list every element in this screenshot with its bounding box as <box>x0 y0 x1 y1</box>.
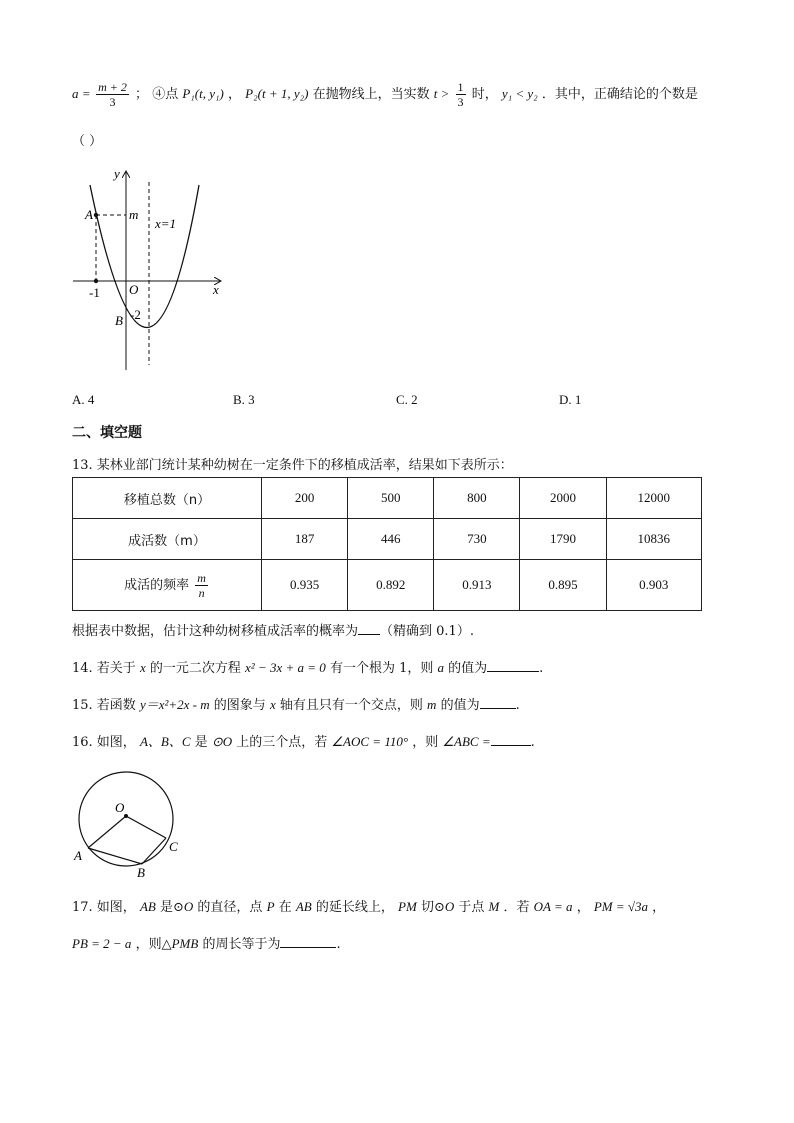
parabola-curve <box>90 185 199 328</box>
row-header: 移植总数（n） <box>73 478 262 519</box>
q17-ab: AB <box>139 899 156 914</box>
row-header: 成活数（m） <box>73 519 262 560</box>
point-p1: P₁(t, y₁) <box>182 86 224 101</box>
table-cell: 800 <box>434 478 520 519</box>
q17-pm-eq: PM = √3a <box>593 899 649 914</box>
q15-text-b: 的图象与 <box>213 698 266 713</box>
q14-var-a: a <box>437 660 444 675</box>
q15-function: y＝x²+2x - m <box>139 697 210 712</box>
q13-follow <box>72 620 474 639</box>
eq-numerator: m + 2 <box>98 80 127 94</box>
center-dot <box>124 814 128 818</box>
table-cell: 0.913 <box>434 560 520 611</box>
q17-pm: PM <box>398 899 417 914</box>
q16-text-a: 16. 如图， <box>72 735 136 750</box>
table-cell: 12000 <box>606 478 701 519</box>
q15-text-a: 15. 若函数 <box>72 698 136 713</box>
cond-numerator: 1 <box>457 80 464 94</box>
q14-text-a: 14. 若关于 <box>72 661 136 676</box>
frequency-fraction <box>195 571 208 600</box>
separator: ； <box>135 87 149 102</box>
q17-o2: O <box>444 899 455 914</box>
x-axis-label: x <box>213 282 219 297</box>
q17-text-h: ．若 <box>503 900 530 915</box>
table-cell: 446 <box>348 519 434 560</box>
q17-p: P <box>266 899 275 914</box>
choice-b[interactable]: B. 3 <box>233 392 255 407</box>
choice-d[interactable]: D. 1 <box>559 392 582 407</box>
q15-var-x: x <box>269 697 276 712</box>
q17-text-f: 切⊙ <box>420 900 445 915</box>
label-neg1: -1 <box>89 285 100 300</box>
circle-o <box>79 772 173 866</box>
item4-prefix: ④点 <box>152 87 179 102</box>
q17-comma: ， <box>576 900 590 915</box>
segment-oc <box>126 816 166 838</box>
q16-points: A、B、C <box>139 734 191 749</box>
label-o: O <box>115 800 125 815</box>
eq-lhs: a <box>72 86 79 101</box>
q13-text: 13. 某林业部门统计某种幼树在一定条件下的移植成活率，结果如下表所示： <box>72 458 513 473</box>
q13-follow-a: 根据表中数据，估计这种幼树移植成活率的概率为 <box>72 624 359 639</box>
q14-text-d: 的值为 <box>448 661 488 676</box>
q17-ab2: AB <box>295 899 312 914</box>
q14-text-b: 的一元二次方程 <box>149 661 241 676</box>
q17-end: . <box>336 937 341 952</box>
q14-text-c: 有一个根为 1，则 <box>329 661 434 676</box>
answer-blank[interactable] <box>358 622 380 635</box>
q14-equation: x² − 3x + a = 0 <box>245 660 326 675</box>
q17-comma2: ， <box>652 900 666 915</box>
eq-sign: = <box>82 86 90 101</box>
answer-blank[interactable] <box>480 696 516 709</box>
point-p2: P₂(t + 1, y₂) <box>245 86 309 101</box>
q16-asked-angle: ∠ABC = <box>442 734 491 749</box>
table-cell: 2000 <box>520 478 606 519</box>
table-cell: 0.895 <box>520 560 606 611</box>
segment-oa <box>88 816 126 848</box>
answer-blank[interactable] <box>280 935 336 948</box>
q17-pmb: PMB <box>171 936 199 951</box>
q17-text-d: 在 <box>278 900 292 915</box>
q12-paren: （ ） <box>72 134 103 149</box>
inequality: y₁ < y₂ <box>501 86 538 101</box>
choice-a[interactable]: A. 4 <box>72 392 95 407</box>
table-cell: 730 <box>434 519 520 560</box>
label-neg2: -2 <box>130 307 141 322</box>
point-a-dot <box>94 213 98 217</box>
frac-n: n <box>198 585 205 600</box>
table-cell: 10836 <box>606 519 701 560</box>
label-b: B <box>137 865 145 880</box>
table-cell: 0.892 <box>348 560 434 611</box>
table-row <box>73 478 702 519</box>
section-title: 二、填空题 <box>72 425 142 441</box>
q17-line1 <box>72 896 665 915</box>
point-b-label: B <box>115 313 123 328</box>
choice-c[interactable]: C. 2 <box>396 392 418 407</box>
row-header-frequency <box>73 560 262 611</box>
q15 <box>72 694 520 713</box>
q14-var-x: x <box>139 660 146 675</box>
label-m: m <box>129 207 139 222</box>
table-cell: 200 <box>262 478 348 519</box>
answer-blank[interactable] <box>491 733 531 746</box>
label-c: C <box>169 839 178 854</box>
cond-denominator: 3 <box>457 95 464 109</box>
q17-pb: PB = 2 − a <box>72 936 132 951</box>
q17-text-j: 的周长等于为 <box>202 937 281 952</box>
q17-text-e: 的延长线上， <box>315 900 394 915</box>
q14 <box>72 657 543 676</box>
table-row <box>73 519 702 560</box>
q15-text-c: 轴有且只有一个交点，则 <box>279 698 423 713</box>
q17-m: M <box>488 899 500 914</box>
eq-denominator: 3 <box>109 95 116 109</box>
q17-text-g: 于点 <box>458 900 485 915</box>
point-neg1-dot <box>94 279 98 283</box>
label-axis-eq: x=1 <box>155 216 177 231</box>
table-row <box>73 560 702 611</box>
q17-text-a: 17. 如图， <box>72 900 136 915</box>
table-cell: 1790 <box>520 519 606 560</box>
answer-blank[interactable] <box>487 659 539 672</box>
text-end: ．其中，正确结论的个数是 <box>541 87 698 102</box>
cond-fraction <box>456 80 466 109</box>
q17-oa: OA = a <box>533 899 573 914</box>
q14-end: . <box>539 661 544 676</box>
cond-t: t > <box>433 86 450 101</box>
label-a: A <box>74 848 82 863</box>
y-axis-label: y <box>114 166 120 181</box>
q12-line1 <box>72 80 698 109</box>
transplant-table <box>72 477 702 611</box>
table-cell: 0.935 <box>262 560 348 611</box>
q15-text-d: 的值为 <box>440 698 480 713</box>
q16 <box>72 731 535 750</box>
table-cell: 0.903 <box>606 560 701 611</box>
q16-given-angle: ∠AOC = 110° <box>331 734 409 749</box>
q17-text-b: 是⊙ <box>159 900 184 915</box>
q16-text-b: 是 <box>194 735 208 750</box>
text-on-parabola: 在抛物线上，当实数 <box>312 87 430 102</box>
circle-figure <box>70 770 190 882</box>
q17-text-i: ，则△ <box>135 937 172 952</box>
q17-o: O <box>183 899 194 914</box>
q16-text-d: ，则 <box>412 735 439 750</box>
parabola-graph <box>70 160 230 375</box>
q13-follow-b: （精确到 0.1）. <box>380 624 474 639</box>
q16-circle: ⊙O <box>211 734 233 749</box>
q15-end: . <box>515 698 520 713</box>
row-header: 成活的频率 <box>124 577 190 593</box>
q15-var-m: m <box>427 697 437 712</box>
table-cell: 500 <box>348 478 434 519</box>
text-when: 时， <box>471 87 498 102</box>
frac-m: m <box>197 570 206 585</box>
q16-text-c: 上的三个点，若 <box>236 735 328 750</box>
comma: ， <box>228 87 242 102</box>
eq-fraction <box>96 80 129 109</box>
point-a-label: A <box>85 207 93 222</box>
table-cell: 187 <box>262 519 348 560</box>
label-origin: O <box>129 282 139 297</box>
q17-text-c: 的直径，点 <box>197 900 263 915</box>
q17-line2 <box>72 933 341 952</box>
q16-end: . <box>530 735 535 750</box>
segment-bc <box>142 838 166 864</box>
